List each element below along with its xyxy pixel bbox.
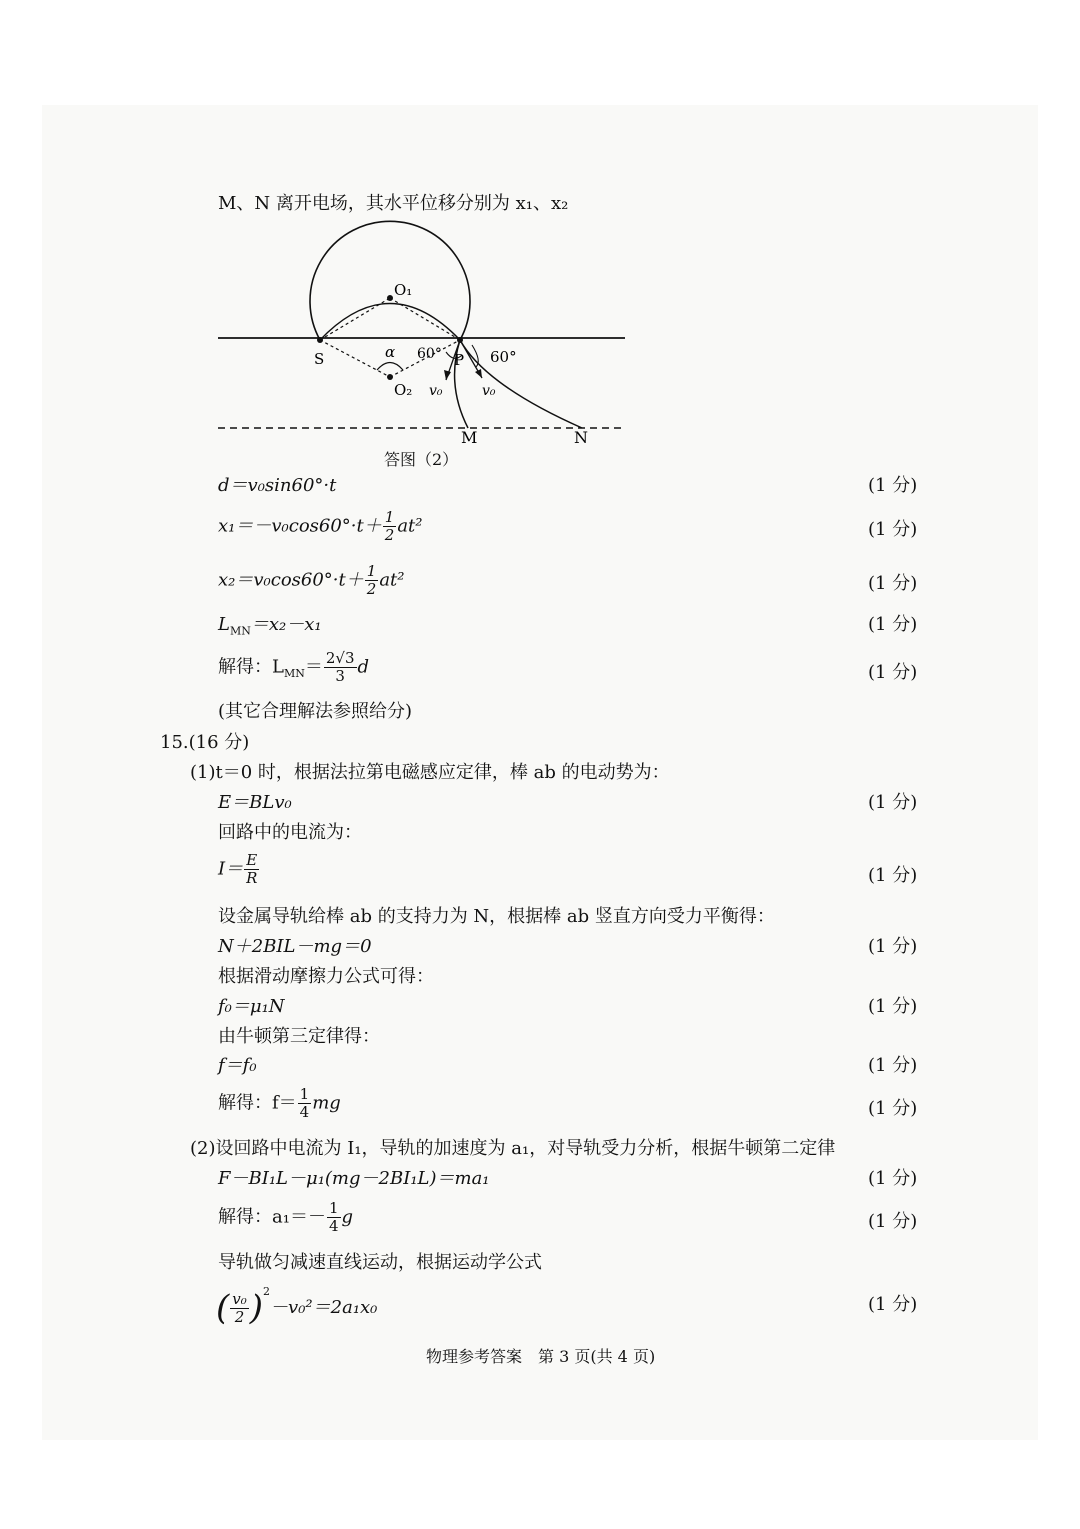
eq-kinematics: ( $\frac{\text{v₀}}{2}$ )$^2$－v₀²＝2a₁x₀: [216, 1285, 378, 1328]
q15-part2-intro: (2)设回路中电流为 I₁，导轨的加速度为 a₁，对导轨受力分析，根据牛顿第二定律: [190, 1138, 836, 1159]
alpha-arc: [377, 363, 403, 371]
o2-point: [387, 374, 393, 380]
score: (1 分): [868, 1168, 918, 1189]
dashed-o1-p: [390, 298, 460, 340]
score: (1 分): [868, 614, 918, 635]
label-v0-right: v₀: [482, 383, 496, 399]
score: (1 分): [868, 1098, 918, 1119]
q15-part1-intro: (1)t＝0 时，根据法拉第电磁感应定律，棒 ab 的电动势为：: [190, 762, 670, 783]
intro-line: M、N 离开电场，其水平位移分别为 x₁、x₂: [218, 193, 569, 214]
label-s: S: [314, 350, 325, 368]
eq-newton2: F－BI₁L－μ₁(mg－2BI₁L)＝ma₁: [218, 1168, 490, 1189]
s-point: [317, 337, 323, 343]
score: (1 分): [868, 792, 918, 813]
eq-solve-lmn: 解得：$L_{MN}=$ $\frac{2√3}{3}$ d: [218, 649, 370, 685]
note-line: (其它合理解法参照给分): [218, 701, 413, 722]
eq-solve-a1: 解得：a₁＝－ $\frac{1}{4}$ g: [218, 1199, 354, 1235]
eq-friction: f₀＝μ₁N: [218, 996, 285, 1017]
figure-2: [210, 215, 630, 455]
arc-s-to-p: [320, 304, 460, 341]
score: (1 分): [868, 1055, 918, 1076]
label-v0-left: v₀: [429, 383, 443, 399]
large-circle-arc: [310, 221, 470, 340]
eq-current: I＝ $\frac{E}{R}$: [218, 851, 258, 887]
text-friction: 根据滑动摩擦力公式可得：: [218, 966, 434, 987]
score: (1 分): [868, 865, 918, 886]
eq-x1: x₁＝－v₀cos60°·t＋ $\frac{1}{2}$ at²: [218, 508, 423, 544]
eq-f: f＝f₀: [218, 1055, 257, 1076]
score: (1 分): [868, 573, 918, 594]
eq-x2: x₂＝v₀cos60°·t＋ $\frac{1}{2}$ at²: [218, 562, 405, 598]
score: (1 分): [868, 662, 918, 683]
eq-lmn: $L_{MN}=x_2-x_1$: [218, 614, 322, 638]
text-current: 回路中的电流为：: [218, 822, 362, 843]
label-alpha: α: [385, 343, 396, 361]
label-o2: O₂: [394, 381, 413, 399]
score: (1 分): [868, 519, 918, 540]
q15-heading: 15.(16 分): [160, 732, 250, 753]
o1-point: [387, 295, 393, 301]
score: (1 分): [868, 936, 918, 957]
eq-balance: N＋2BIL－mg＝0: [218, 936, 372, 957]
score: (1 分): [868, 475, 918, 496]
label-p: P: [454, 351, 465, 369]
page-footer: 物理参考答案 第 3 页(共 4 页): [426, 1347, 656, 1366]
eq-emf: E＝BLv₀: [218, 792, 292, 813]
eq-d: d＝v₀sin60°·t: [218, 475, 337, 496]
text-support-force: 设金属导轨给棒 ab 的支持力为 N，根据棒 ab 竖直方向受力平衡得：: [218, 906, 775, 927]
label-o1: O₁: [394, 281, 413, 299]
trajectory-n: [460, 340, 582, 428]
score: (1 分): [868, 1211, 918, 1232]
text-kinematics: 导轨做匀减速直线运动，根据运动学公式: [218, 1252, 542, 1273]
dashed-s-o2: [320, 340, 390, 377]
score: (1 分): [868, 996, 918, 1017]
text-newton3: 由牛顿第三定律得：: [218, 1026, 380, 1047]
figure-caption: 答图（2）: [384, 450, 459, 469]
score: (1 分): [868, 1294, 918, 1315]
label-angle1: 60°: [417, 346, 442, 362]
eq-solve-f: 解得：f＝ $\frac{1}{4}$ mg: [218, 1085, 341, 1121]
label-angle2: 60°: [490, 348, 517, 366]
label-n: N: [574, 428, 588, 447]
label-m: M: [461, 428, 478, 447]
